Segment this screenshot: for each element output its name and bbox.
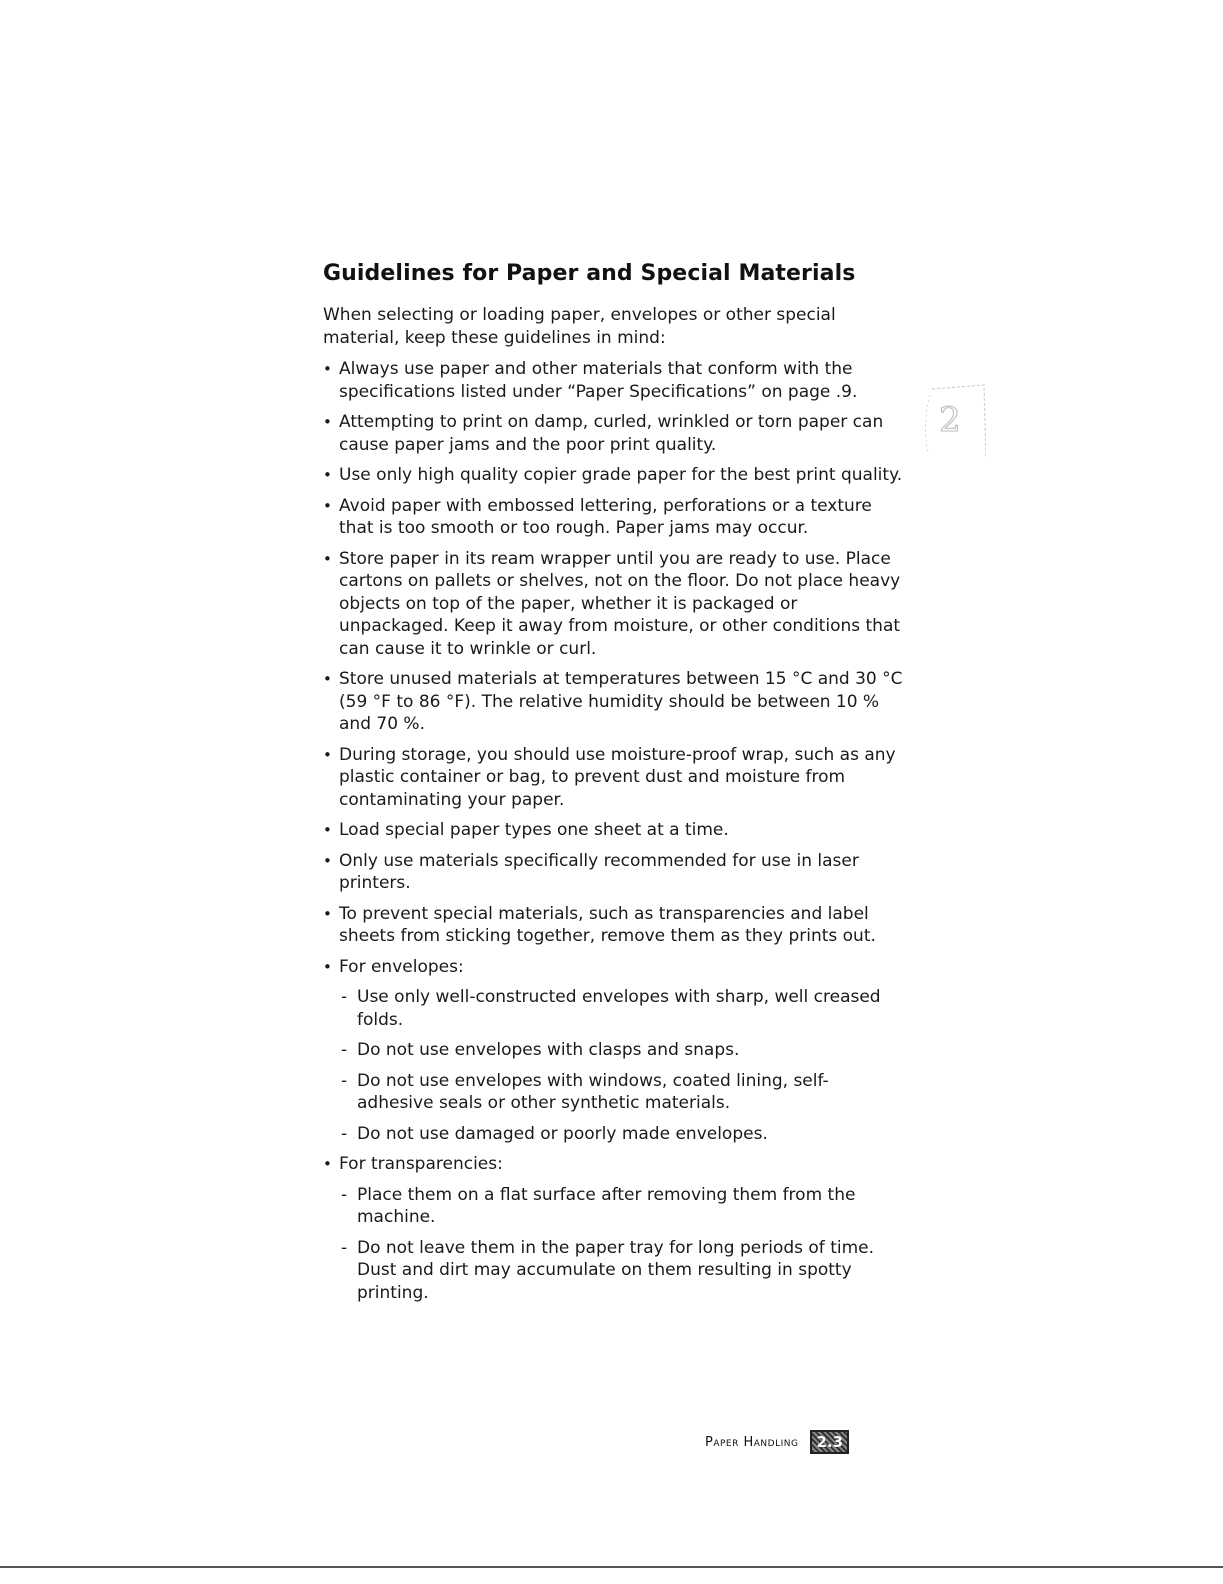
page-bottom-edge (0, 1566, 1223, 1568)
guidelines-list (323, 358, 903, 1304)
list-item: • Use only high quality copier grade paper for the best print quality. (323, 464, 903, 487)
intro-paragraph: When selecting or loading paper, envelopes or other special material, keep these guidelines in mind: (323, 305, 836, 348)
list-item: • Always use paper and other materials that conform with the specifications listed under “Paper Specifications” on page .9. (323, 358, 903, 403)
list-item: • Only use materials specifically recommended for use in laser printers. (323, 850, 903, 895)
footer-section-label: Paper Handling (705, 1434, 799, 1450)
list-item: • Load special paper types one sheet at a time. (323, 819, 903, 842)
transparencies-item (323, 1153, 903, 1304)
sub-list-item: - Use only well-constructed envelopes with sharp, well creased folds. (339, 986, 903, 1031)
faint-page-stamp-icon (920, 383, 986, 463)
list-item: • Avoid paper with embossed lettering, perforations or a texture that is too smooth or too rough. Paper jams may occur. (323, 495, 903, 540)
list-item: • To prevent special materials, such as transparencies and label sheets from sticking together, remove them as they prints out. (323, 903, 903, 948)
sub-list-item: - Place them on a flat surface after removing them from the machine. (339, 1184, 903, 1229)
list-item: • Attempting to print on damp, curled, wrinkled or torn paper can cause paper jams and the poor print quality. (323, 411, 903, 456)
page-footer (705, 1430, 849, 1454)
list-item: • During storage, you should use moisture-proof wrap, such as any plastic container or bag, to prevent dust and moisture from contaminating your paper. (323, 744, 903, 812)
sub-list-item: - Do not use envelopes with clasps and snaps. (339, 1039, 903, 1062)
sub-list-item: - Do not use damaged or poorly made envelopes. (339, 1123, 903, 1146)
stamp-text: 2 (939, 400, 961, 440)
envelopes-item (323, 956, 903, 1146)
envelopes-heading: For envelopes: (339, 956, 464, 977)
document-body (323, 258, 903, 1312)
sub-list-item: - Do not leave them in the paper tray for long periods of time. Dust and dirt may accumulate on them resulting in spotty printing. (339, 1237, 903, 1305)
list-item: • Store unused materials at temperatures between 15 °C and 30 °C (59 °F to 86 °F). The relative humidity should be between 10 % and 70 %. (323, 668, 903, 736)
transparencies-heading: For transparencies: (339, 1154, 503, 1174)
page-number: 2.3 (810, 1430, 849, 1454)
envelopes-sublist (339, 986, 903, 1145)
page-title: Guidelines for Paper and Special Materials (323, 261, 856, 286)
transparencies-sublist (339, 1184, 903, 1305)
sub-list-item: - Do not use envelopes with windows, coated lining, self-adhesive seals or other synthetic materials. (339, 1070, 903, 1115)
list-item: • Store paper in its ream wrapper until you are ready to use. Place cartons on pallets or shelves, not on the floor. Do not place heavy objects on top of the paper, whether it is packaged or unpackaged. Keep it away from moisture, or other conditions that can cause it to wrinkle or curl. (323, 548, 903, 661)
